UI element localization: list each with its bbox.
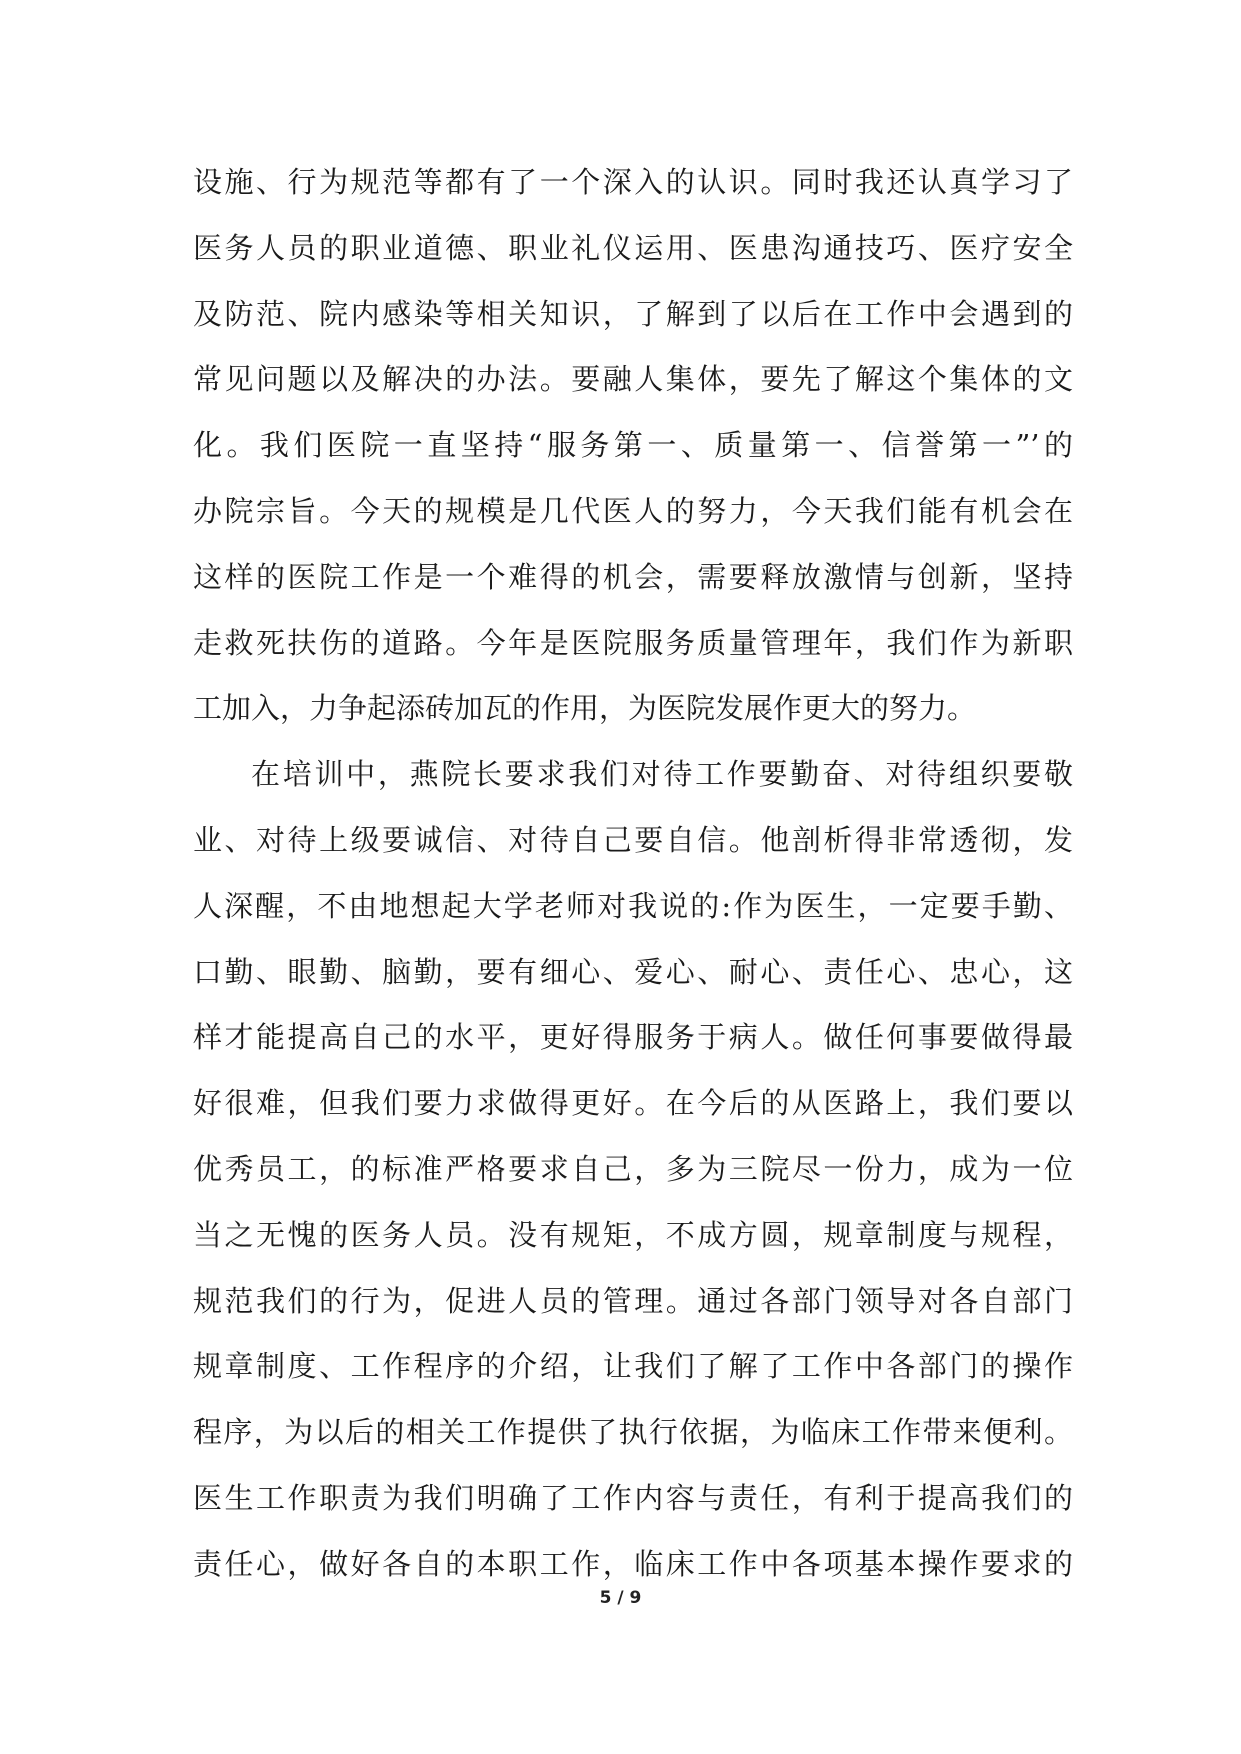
text-line: 医务人员的职业道德、职业礼仪运用、医患沟通技巧、医疗安全 (193, 230, 1073, 265)
text-line: 样才能提高自己的水平，更好得服务于病人。做任何事要做得最 (193, 1020, 1073, 1055)
text-line: 走救死扶伤的道路。今年是医院服务质量管理年，我们作为新职 (193, 625, 1073, 660)
text-line: 规章制度、工作程序的介绍，让我们了解了工作中各部门的操作 (193, 1349, 1073, 1384)
body-text (193, 150, 1073, 1598)
text-line: 人深醒，不由地想起大学老师对我说的:作为医生，一定要手勤、 (193, 888, 1073, 923)
text-line: 常见问题以及解决的办法。要融人集体，要先了解这个集体的文 (193, 362, 1073, 397)
text-line: 在培训中，燕院长要求我们对待工作要勤奋、对待组织要敬 (251, 757, 1073, 792)
page-number: 5 / 9 (599, 1588, 642, 1608)
text-line: 程序，为以后的相关工作提供了执行依据，为临床工作带来便利。 (193, 1415, 1073, 1450)
paragraph-1 (193, 150, 1073, 742)
text-line: 口勤、眼勤、脑勤，要有细心、爱心、耐心、责任心、忠心，这 (193, 954, 1073, 989)
text-line: 好很难，但我们要力求做得更好。在今后的从医路上，我们要以 (193, 1086, 1073, 1121)
text-line: 工加入，力争起添砖加瓦的作用，为医院发展作更大的努力。 (193, 691, 977, 726)
text-line: 这样的医院工作是一个难得的机会，需要释放激情与创新，坚持 (193, 559, 1073, 594)
text-line: 医生工作职责为我们明确了工作内容与责任，有利于提高我们的 (193, 1480, 1073, 1515)
text-line: 优秀员工，的标准严格要求自己，多为三院尽一份力，成为一位 (193, 1151, 1073, 1186)
text-line: 办院宗旨。今天的规模是几代医人的努力，今天我们能有机会在 (193, 493, 1073, 528)
text-line: 及防范、院内感染等相关知识，了解到了以后在工作中会遇到的 (193, 296, 1073, 331)
text-line: 设施、行为规范等都有了一个深入的认识。同时我还认真学习了 (193, 165, 1073, 199)
paragraph-2 (193, 742, 1073, 1597)
text-line: 业、对待上级要诚信、对待自己要自信。他剖析得非常透彻，发 (193, 822, 1073, 857)
text-line: 化。我们医院一直坚持“服务第一、质量第一、信誉第一”’的 (193, 428, 1073, 463)
text-line: 责任心，做好各自的本职工作，临床工作中各项基本操作要求的 (193, 1546, 1073, 1581)
text-line: 当之无愧的医务人员。没有规矩，不成方圆，规章制度与规程， (193, 1217, 1073, 1252)
text-line: 规范我们的行为，促进人员的管理。通过各部门领导对各自部门 (193, 1283, 1073, 1318)
